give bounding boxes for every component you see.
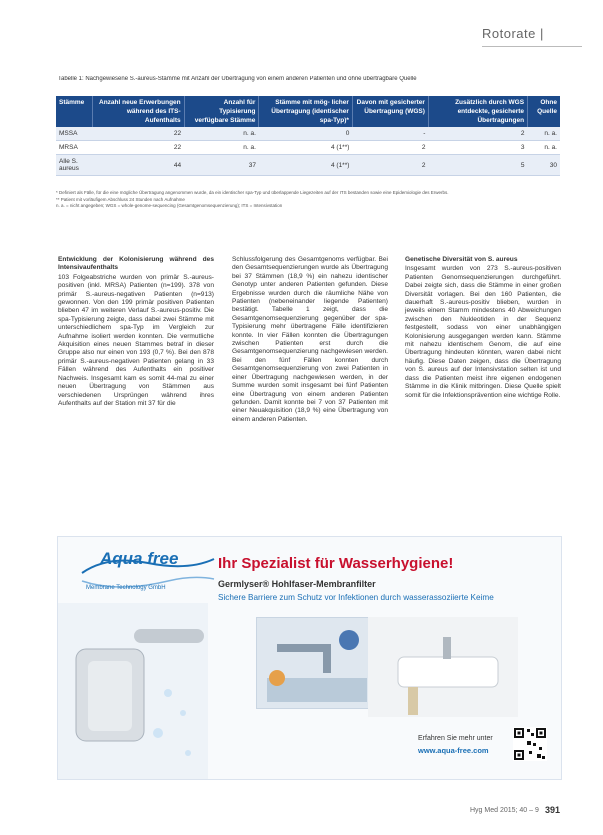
table-cell: n. a. [528,127,560,141]
text-column-3 [405,256,561,400]
subheading: Genetische Diversität von S. aureus [405,256,518,263]
filter-demo-image [256,617,378,709]
qr-code-icon[interactable] [513,727,547,761]
table-header-cell: Ohne Quelle [528,96,560,127]
ad-tagline: Sichere Barriere zum Schutz vor Infektionen durch wasserassoziierte Keime [218,593,494,602]
text-column-2 [232,256,388,424]
section-title: Rotorate | [482,26,544,41]
ad-logo-subtitle: Membrane Technology GmbH [86,585,166,591]
data-table [56,96,560,176]
ad-cta-text: Erfahren Sie mehr unter [418,735,493,742]
ad-headline: Ihr Spezialist für Wasserhygiene! [218,555,454,572]
faucet-illustration [257,618,377,708]
footnote: ** Patient mit vorläufigem Abschluss 24 Stunden nach Aufnahme [56,196,185,202]
table-cell: 37 [184,155,259,176]
header-divider [482,46,582,47]
table-cell: - [352,127,428,141]
table-row [56,127,560,141]
table-caption: Tabelle 1: Nachgewiesene S.-aureus-Stämme mit Anzahl der Übertragung von einem anderen Patienten und ohne übertragbare Quelle [58,76,417,82]
footnote: n. a. = nicht angegeben; WGS = whole-genome-sequencing (Gesamtgenomsequenzierung); ITS = Intensivstation [56,203,283,208]
table-header-cell: Stämme [56,96,93,127]
table-cell: 30 [528,155,560,176]
table-cell: 4 (1**) [259,155,352,176]
table-cell: n. a. [184,141,259,155]
footnote: * Definiert als Fälle, für die eine mögliche Übertragung angenommen wurde, da ein identischer spa-Typ und überlappende Liegezeiten auf der ITS bestanden sowie eine Epidemiologie des Erwerbs. [56,190,449,195]
table-cell: 4 (1**) [259,141,352,155]
table-header-cell: Anzahl für Typisierung verfügbare Stämme [184,96,259,127]
ad-website-link[interactable]: www.aqua-free.com [418,746,489,755]
page-number: 391 [545,805,561,815]
table-cell: n. a. [184,127,259,141]
table-cell: MSSA [56,127,93,141]
sink-image [368,617,518,717]
ad-product: Germlyser® Hohlfaser-Membranfilter [218,579,376,589]
table-header-row [56,96,560,127]
table-cell: MRSA [56,141,93,155]
table-cell: Alle S. aureus [56,155,93,176]
table-header-cell: Stämme mit mög- licher Übertragung (identischer spa-Typ)* [259,96,352,127]
table-cell: 0 [259,127,352,141]
subheading: Entwicklung der Kolonisierung während des Intensivaufenthalts [58,256,214,272]
body-text: Insgesamt wurden von 273 S.-aureus-positiven Patienten Genomsequenzierungen durchgeführt. Dabei zeigte sich, dass die Stämme in einer großen Diversität vorlagen. Bei den 160 Patienten, die dauerhaft S.-aureus-positiv blieben, wurden in jeweils einem Stamm mindestens 40 Abweichungen zwischen den Nukleotiden in der Sequenz festgestellt, sodass von einer unabhängigen Kolonisierung ausgegangen werden kann. Stämme mit nahezu identischem Genom, die auf eine Übertragung hindeuten könnten, waren dabei nicht häufig. Diese Daten zeigen, dass die Übertragung von S. aureus auf der Intensivstation selten ist und dass die Patienten meist ihre eigenen endogenen Stämme in die Klinik mitbringen. Diese Quelle spielt somit für die Infektionsprävention eine wichtige Rolle. [405,265,561,399]
table-cell: 2 [352,155,428,176]
table-cell: 44 [93,155,185,176]
table-footnotes [56,190,560,210]
body-text: Schlussfolgerung des Gesamtgenoms verfügbar. Bei den Gesamtsequenzierungen wurde als Übertragung bei 37 Stämmen (18,9 %) ein nahezu identischer Genotyp unter anderen Patienten gefunden. Diese Ergebnisse wurden durch die räumliche Nähe von Patienten (nebeneinander liegende Patienten) bestätigt. Tabelle 1 zeigt, dass die Gesamtgenomsequenzierung gegenüber der spa-Typisierung mehr übertragene Fälle identifizieren konnte. In vier Fällen konnten die Übertragungen zwischen Patienten erst durch die Gesamtgenomsequenzierung nachgewiesen werden. Bei den fünf Fällen konnten durch Gesamtgenomsequenzierung von zwei Patienten in einer Übertragung nachgewiesen werden, in der Summe wurden somit insgesamt bei fünf Patienten eine Übertragung von einem anderen Patienten gefunden. Damit konnte bei 7 von 37 Patienten mit einer Neuakquisition (18,9 %) eine Übertragung von einem anderen Patienten. [232,256,388,423]
table-row [56,155,560,176]
table-header-cell: Zusätzlich durch WGS entdeckte, gesicherte Übertragungen [428,96,527,127]
table-cell: 22 [93,127,185,141]
table-header-cell: Davon mit gesicherter Übertragung (WGS) [352,96,428,127]
table-cell: 2 [352,141,428,155]
ad-logo: Aqua free [100,549,179,568]
text-column-1 [58,256,214,408]
shower-filter-image [58,603,208,779]
advertisement [57,536,562,780]
table-row [56,141,560,155]
table-header-cell: Anzahl neue Erwerbungen während des ITS-Aufenthalts [93,96,185,127]
table-cell: 5 [428,155,527,176]
table-cell: 22 [93,141,185,155]
journal-footer: Hyg Med 2015; 40 – 9 [470,807,539,814]
table-cell: n. a. [528,141,560,155]
table-cell: 2 [428,127,527,141]
body-text: 103 Folgeabstriche wurden von primär S.-aureus-positiven (inkl. MRSA) Patienten (n=199). 378 von primär S.-aureus-negativen Patienten (n=913) gewonnen. Von den 199 primär positiven Patienten blieben 47 im weiteren Verlauf S.-aureus-positiv. Die spa-Typisierung zeigte, dass dabei zwei Stämme mit unterschiedlichem spa-Typ im Vergleich zur Aufnahme isoliert werden konnten. Die vermutliche Akquisition eines neuen Stammes betraf in dieser Gruppe also nur einen von 193 (0,7 %). Bei den 878 primär S.-aureus-negativen Patienten gelang in 33 Fällen während des Aufenthalts ein positiver Nachweis. Insgesamt kam es somit 44-mal zu einer neuen Übertragung von Stämmen aus verschiedenen Ursprüngen während ihres Aufenthalts auf der Station mit 37 für die [58,273,214,407]
table-cell: 3 [428,141,527,155]
